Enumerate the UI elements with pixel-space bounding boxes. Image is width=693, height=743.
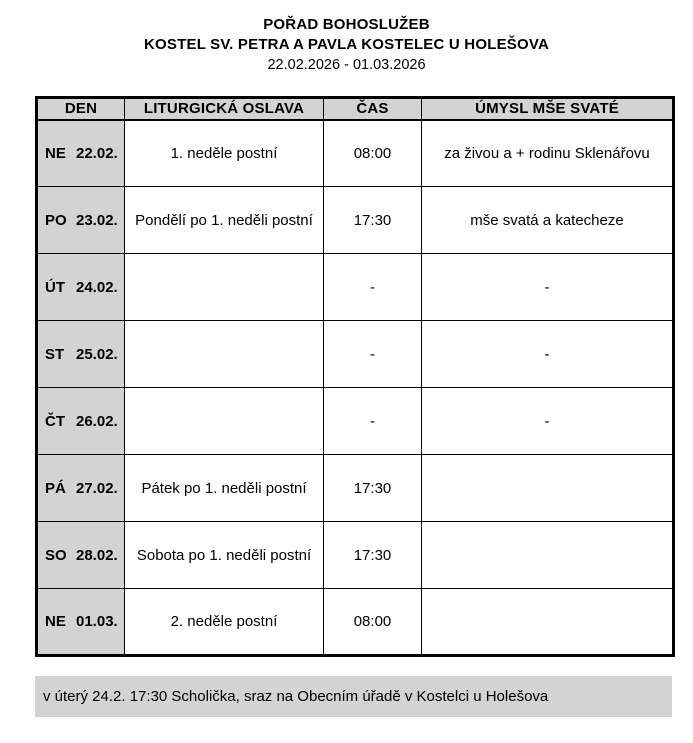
- day-date: 25.02.: [76, 345, 118, 363]
- celebration-cell: 1. neděle postní: [125, 120, 324, 187]
- intention-cell: mše svatá a katecheze: [422, 187, 674, 254]
- day-date: 23.02.: [76, 211, 118, 229]
- day-cell: [37, 589, 125, 656]
- time-cell: 08:00: [324, 120, 422, 187]
- time-cell: -: [324, 388, 422, 455]
- day-abbr: ČT: [45, 412, 65, 430]
- day-date: 24.02.: [76, 278, 118, 296]
- day-date: 26.02.: [76, 412, 118, 430]
- day-cell: [37, 120, 125, 187]
- table-row: [37, 321, 674, 388]
- table-row: [37, 589, 674, 656]
- celebration-cell: Pondělí po 1. neděli postní: [125, 187, 324, 254]
- intention-cell: -: [422, 254, 674, 321]
- table-row: [37, 388, 674, 455]
- day-cell: [37, 321, 125, 388]
- day-abbr: NE: [45, 613, 66, 630]
- day-date: 22.02.: [76, 144, 118, 162]
- day-abbr: ÚT: [45, 278, 65, 296]
- time-cell: 08:00: [324, 589, 422, 656]
- day-abbr: SO: [45, 546, 67, 564]
- date-range: 22.02.2026 - 01.03.2026: [267, 57, 426, 73]
- day-date: 01.03.: [76, 613, 118, 630]
- intention-cell: -: [422, 388, 674, 455]
- intention-cell: [422, 522, 674, 589]
- table-row: [37, 522, 674, 589]
- day-abbr: PO: [45, 211, 67, 229]
- document-header: [0, 0, 693, 75]
- table-row: [37, 120, 674, 187]
- celebration-cell: [125, 254, 324, 321]
- day-cell: [37, 388, 125, 455]
- day-cell: [37, 254, 125, 321]
- page-title: POŘAD BOHOSLUŽEB: [263, 16, 430, 33]
- column-header-celebration: LITURGICKÁ OSLAVA: [125, 98, 324, 120]
- time-cell: 17:30: [324, 455, 422, 522]
- celebration-cell: Sobota po 1. neděli postní: [125, 522, 324, 589]
- celebration-cell: [125, 388, 324, 455]
- intention-cell: [422, 589, 674, 656]
- day-cell: [37, 522, 125, 589]
- day-date: 27.02.: [76, 479, 118, 497]
- day-cell: [37, 187, 125, 254]
- table-row: [37, 187, 674, 254]
- intention-cell: -: [422, 321, 674, 388]
- day-abbr: NE: [45, 144, 66, 162]
- celebration-cell: 2. neděle postní: [125, 589, 324, 656]
- table-row: [37, 455, 674, 522]
- day-abbr: ST: [45, 345, 65, 363]
- column-header-time: ČAS: [324, 98, 422, 120]
- intention-cell: [422, 455, 674, 522]
- day-cell: [37, 455, 125, 522]
- schedule-table: [35, 96, 675, 657]
- column-header-intention: ÚMYSL MŠE SVATÉ: [422, 98, 674, 120]
- announcement-text: v úterý 24.2. 17:30 Scholička, sraz na Obecním úřadě v Kostelci u Holešova: [43, 688, 549, 705]
- time-cell: 17:30: [324, 522, 422, 589]
- intention-cell: za živou a + rodinu Sklenářovu: [422, 120, 674, 187]
- day-date: 28.02.: [76, 546, 118, 564]
- column-header-day: DEN: [37, 98, 125, 120]
- announcement-bar: [35, 676, 672, 717]
- time-cell: -: [324, 321, 422, 388]
- table-row: [37, 254, 674, 321]
- celebration-cell: [125, 321, 324, 388]
- page-subtitle: KOSTEL SV. PETRA A PAVLA KOSTELEC U HOLEŠOVA: [144, 36, 549, 53]
- celebration-cell: Pátek po 1. neděli postní: [125, 455, 324, 522]
- time-cell: 17:30: [324, 187, 422, 254]
- time-cell: -: [324, 254, 422, 321]
- day-abbr: PÁ: [45, 479, 66, 497]
- table-header-row: [37, 98, 674, 120]
